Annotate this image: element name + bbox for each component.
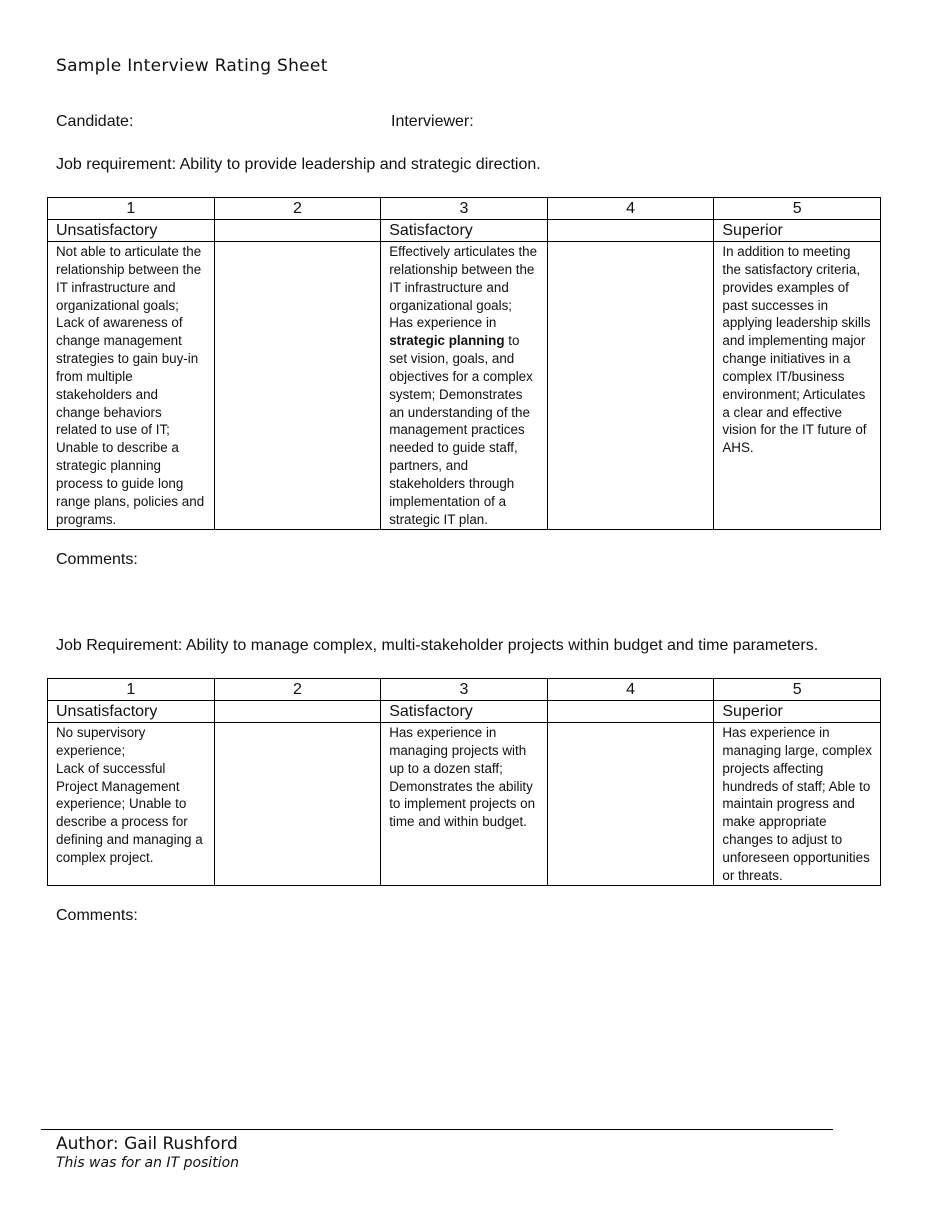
scale-2: 2 bbox=[214, 679, 381, 701]
candidate-label: Candidate: bbox=[56, 113, 134, 130]
rating-table-1 bbox=[47, 197, 881, 530]
level-4 bbox=[547, 220, 714, 242]
level-superior: Superior bbox=[714, 220, 881, 242]
level-row bbox=[48, 220, 881, 242]
desc-unsatisfactory-line-2: Lack of successful Project Management experience; Unable to describe a process for defining and managing a complex project. bbox=[56, 760, 203, 865]
scale-3: 3 bbox=[381, 198, 548, 220]
description-row bbox=[48, 242, 881, 530]
desc-satisfactory-bold: strategic planning bbox=[389, 333, 505, 349]
footer-note: This was for an IT position bbox=[56, 1155, 240, 1171]
level-superior: Superior bbox=[714, 701, 881, 723]
scale-4: 4 bbox=[547, 679, 714, 701]
description-row bbox=[48, 723, 881, 886]
page-title: Sample Interview Rating Sheet bbox=[56, 56, 328, 76]
scale-5: 5 bbox=[714, 198, 881, 220]
rating-table-2 bbox=[47, 678, 881, 886]
job-requirement-1: Job requirement: Ability to provide leadership and strategic direction. bbox=[56, 156, 541, 173]
footer-divider bbox=[41, 1129, 833, 1130]
level-row bbox=[48, 701, 881, 723]
scale-1: 1 bbox=[48, 679, 215, 701]
level-satisfactory: Satisfactory bbox=[381, 220, 548, 242]
level-2 bbox=[214, 701, 381, 723]
scale-1: 1 bbox=[48, 198, 215, 220]
desc-2 bbox=[214, 242, 381, 530]
desc-satisfactory bbox=[381, 242, 548, 530]
desc-satisfactory-text-b: to set vision, goals, and objectives for a complex system; Demonstrates an understanding of the management practices needed to guide staff, partners, and stakeholders through implementation of a strategic IT plan. bbox=[389, 333, 533, 527]
comments-label-2: Comments: bbox=[56, 907, 138, 924]
level-2 bbox=[214, 220, 381, 242]
desc-4 bbox=[547, 723, 714, 886]
scale-4: 4 bbox=[547, 198, 714, 220]
scale-5: 5 bbox=[714, 679, 881, 701]
desc-superior: Has experience in managing large, complex projects affecting hundreds of staff; Able to maintain progress and make appropriate changes to adjust to unforeseen opportunities or threats. bbox=[714, 723, 881, 886]
desc-satisfactory: Has experience in managing projects with up to a dozen staff; Demonstrates the ability to implement projects on time and within budget. bbox=[381, 723, 548, 886]
desc-unsatisfactory-line-1: No supervisory experience; bbox=[56, 725, 146, 758]
desc-unsatisfactory: Not able to articulate the relationship between the IT infrastructure and organizational goals; Lack of awareness of change management strategies to gain buy-in from multiple stakeholders and change behaviors related to use of IT; Unable to describe a strategic planning process to guide long range plans, policies and programs. bbox=[48, 242, 215, 530]
comments-label-1: Comments: bbox=[56, 551, 138, 568]
scale-row bbox=[48, 198, 881, 220]
level-4 bbox=[547, 701, 714, 723]
level-satisfactory: Satisfactory bbox=[381, 701, 548, 723]
scale-3: 3 bbox=[381, 679, 548, 701]
footer-author: Author: Gail Rushford bbox=[56, 1134, 238, 1154]
scale-2: 2 bbox=[214, 198, 381, 220]
level-unsatisfactory: Unsatisfactory bbox=[48, 220, 215, 242]
desc-superior: In addition to meeting the satisfactory criteria, provides examples of past successes in applying leadership skills and implementing major change initiatives in a complex IT/business environment; Articulates a clear and effective vision for the IT future of AHS. bbox=[714, 242, 881, 530]
interviewer-label: Interviewer: bbox=[391, 113, 474, 130]
desc-4 bbox=[547, 242, 714, 530]
desc-unsatisfactory bbox=[48, 723, 215, 886]
desc-2 bbox=[214, 723, 381, 886]
level-unsatisfactory: Unsatisfactory bbox=[48, 701, 215, 723]
job-requirement-2: Job Requirement: Ability to manage complex, multi-stakeholder projects within budget and time parameters. bbox=[56, 637, 819, 654]
scale-row bbox=[48, 679, 881, 701]
desc-satisfactory-text-a: Effectively articulates the relationship between the IT infrastructure and organizational goals; Has experience in bbox=[389, 244, 538, 331]
